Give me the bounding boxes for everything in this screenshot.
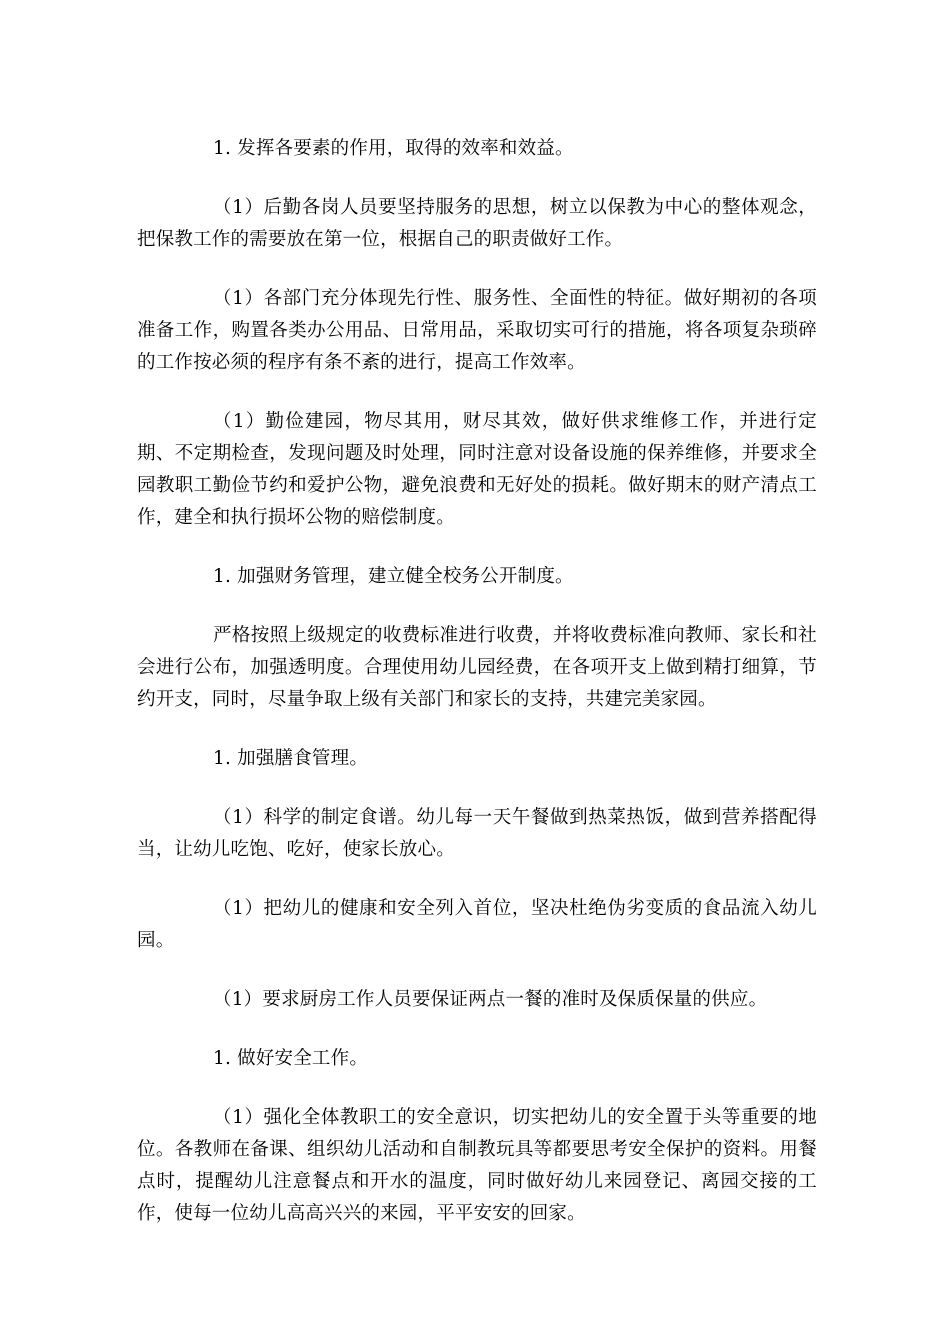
paragraph-departments: （1）各部门充分体现先行性、服务性、全面性的特征。做好期初的各项准备工作，购置各类办公用品、日常用品，采取切实可行的措施，将各项复杂琐碎的工作按必须的程序有条不紊的进行，提高工作效率。 — [137, 288, 817, 373]
paragraph-fees: 严格按照上级规定的收费标准进行收费，并将收费标准向教师、家长和社会进行公布，加强透明度。合理使用幼儿园经费，在各项开支上做到精打细算，节约开支，同时，尽量争取上级有关部门和家长的支持，共建完美家园。 — [137, 625, 817, 710]
paragraph-safety: （1）强化全体教职工的安全意识，切实把幼儿的安全置于头等重要的地位。各教师在备课、组织幼儿活动和自制教玩具等都要思考安全保护的资料。用餐点时，提醒幼儿注意餐点和开水的温度，同时做好幼儿来园登记、离园交接的工作，使每一位幼儿高高兴兴的来园，平平安安的回家。 — [137, 1107, 817, 1224]
heading-2: 1. 加强财务管理，建立健全校务公开制度。 — [213, 566, 574, 587]
paragraph-thrift: （1）勤俭建园，物尽其用，财尽其效，做好供求维修工作，并进行定期、不定期检查，发现问题及时处理，同时注意对设备设施的保养维修，并要求全园教职工勤俭节约和爱护公物，避免浪费和无好处的损耗。做好期末的财产清点工作，建全和执行损坏公物的赔偿制度。 — [137, 411, 817, 528]
heading-3: 1. 加强膳食管理。 — [213, 748, 369, 769]
paragraph-logistics-service: （1）后勤各岗人员要坚持服务的思想，树立以保教为中心的整体观念，把保教工作的需要放在第一位，根据自己的职责做好工作。 — [137, 197, 817, 250]
heading-1: 1. 发挥各要素的作用，取得的效率和效益。 — [213, 138, 574, 159]
paragraph-food-safety: （1）把幼儿的健康和安全列入首位，坚决杜绝伪劣变质的食品流入幼儿园。 — [137, 898, 817, 951]
document-body — [137, 133, 817, 1230]
paragraph-kitchen: （1）要求厨房工作人员要保证两点一餐的准时及保质保量的供应。 — [213, 989, 768, 1010]
paragraph-recipes: （1）科学的制定食谱。幼儿每一天午餐做到热菜热饭，做到营养搭配得当，让幼儿吃饱、吃好，使家长放心。 — [137, 807, 817, 860]
heading-4: 1. 做好安全工作。 — [213, 1048, 369, 1069]
